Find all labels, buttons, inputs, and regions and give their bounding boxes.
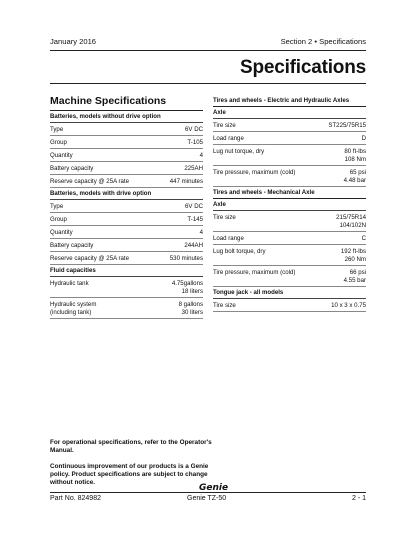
row-label: Hydraulic tank <box>50 280 89 287</box>
table-row <box>50 298 203 319</box>
page-number: 2 - 1 <box>351 495 366 502</box>
row-label: Tire size <box>213 214 236 221</box>
row-label: Tire size <box>213 302 236 309</box>
row-label: Reserve capacity @ 25A rate <box>50 178 130 185</box>
table-row <box>213 145 366 166</box>
table-row <box>50 149 203 162</box>
table-row <box>213 245 366 266</box>
row-value: 215/75R14 104/102N <box>336 214 366 229</box>
row-label: Tire pressure, maximum (cold) <box>213 169 296 176</box>
row-value: 65 psi 4.48 bar <box>343 169 366 184</box>
row-label: Reserve capacity @ 25A rate <box>50 255 130 262</box>
title-rule <box>50 83 366 84</box>
page-title: Specifications <box>239 57 366 78</box>
row-value: T-105 <box>187 139 203 146</box>
row-value: 4.75gallons 18 liters <box>171 280 203 295</box>
row-label: Type <box>50 203 64 210</box>
policy-note: Continuous improvement of our products is a Genie policy. Product specifications are subject to change without notice. <box>50 463 209 487</box>
tires-electric-table <box>213 119 366 187</box>
batteries-with-drive-table <box>50 200 203 265</box>
row-label: Tire size <box>213 122 236 129</box>
fluid-capacities-table <box>50 277 203 319</box>
row-label: Tire pressure, maximum (cold) <box>213 269 296 276</box>
table-row <box>50 252 203 265</box>
genie-logo: Genie <box>199 483 229 493</box>
header-section: Section 2 • Specifications <box>280 37 366 46</box>
table-row <box>50 200 203 213</box>
header-rule <box>50 50 366 51</box>
model-name: Genie TZ-50 <box>187 495 227 502</box>
tongue-jack-heading: Tongue jack - all models <box>213 287 366 299</box>
row-value: D <box>361 135 366 142</box>
tires-electric-axle: Axle <box>213 107 366 119</box>
row-label: Lug nut torque, dry <box>213 148 265 155</box>
row-value: T-145 <box>187 216 203 223</box>
row-label: Battery capacity <box>50 242 94 249</box>
row-label: Lug bolt torque, dry <box>213 248 266 255</box>
row-label: Load range <box>213 135 244 142</box>
row-label: Quantity <box>50 152 73 159</box>
row-value: C <box>361 235 366 242</box>
table-row <box>50 123 203 136</box>
batteries-no-drive-table <box>50 123 203 188</box>
table-row <box>213 132 366 145</box>
row-label: Type <box>50 126 64 133</box>
table-row <box>50 277 203 298</box>
row-value: 225AH <box>184 165 203 172</box>
footer-rule <box>50 492 366 493</box>
row-value: 6V DC <box>185 203 203 210</box>
table-row <box>213 211 366 232</box>
row-value: 192 ft-lbs 260 Nm <box>340 248 366 263</box>
machine-specifications <box>50 95 203 319</box>
operational-note: For operational specifications, refer to the Operator's Manual. <box>50 439 212 455</box>
table-row <box>213 166 366 187</box>
table-row <box>213 119 366 132</box>
part-number: Part No. 824982 <box>50 495 101 502</box>
row-value: 66 psi 4.55 bar <box>343 269 366 284</box>
table-row <box>213 299 366 312</box>
machine-spec-title: Machine Specifications <box>50 95 203 111</box>
row-value: 80 ft-lbs 108 Nm <box>344 148 366 163</box>
row-value: 530 minutes <box>169 255 203 262</box>
fluid-capacities-heading: Fluid capacities <box>50 265 203 277</box>
row-label: Hydraulic system (including tank) <box>50 301 97 316</box>
row-label: Quantity <box>50 229 73 236</box>
row-value: 447 minutes <box>169 178 203 185</box>
row-label: Group <box>50 139 67 146</box>
header-date: January 2016 <box>50 37 97 46</box>
table-row <box>50 136 203 149</box>
row-value: 4 <box>199 152 203 159</box>
table-row <box>50 213 203 226</box>
tires-mechanical-axle: Axle <box>213 199 366 211</box>
table-row <box>213 266 366 287</box>
row-value: 8 gallons 30 liters <box>178 301 203 316</box>
row-label: Group <box>50 216 67 223</box>
row-value: 6V DC <box>185 126 203 133</box>
table-row <box>50 162 203 175</box>
row-value: 10 x 3 x 0.75 <box>331 302 366 309</box>
table-row <box>50 175 203 188</box>
table-row <box>213 232 366 245</box>
table-row <box>50 226 203 239</box>
tires-mechanical-table <box>213 211 366 287</box>
row-label: Battery capacity <box>50 165 94 172</box>
tongue-jack-table <box>213 299 366 312</box>
tires-and-wheels <box>213 95 366 312</box>
row-value: ST225/75R15 <box>328 122 366 129</box>
batteries-with-drive-heading: Batteries, models with drive option <box>50 188 203 200</box>
tires-mechanical-heading: Tires and wheels - Mechanical Axle <box>213 187 366 199</box>
row-value: 244AH <box>184 242 203 249</box>
table-row <box>50 239 203 252</box>
batteries-no-drive-heading: Batteries, models without drive option <box>50 111 203 123</box>
row-value: 4 <box>199 229 203 236</box>
row-label: Load range <box>213 235 244 242</box>
tires-electric-heading: Tires and wheels - Electric and Hydraulic Axles <box>213 95 366 107</box>
